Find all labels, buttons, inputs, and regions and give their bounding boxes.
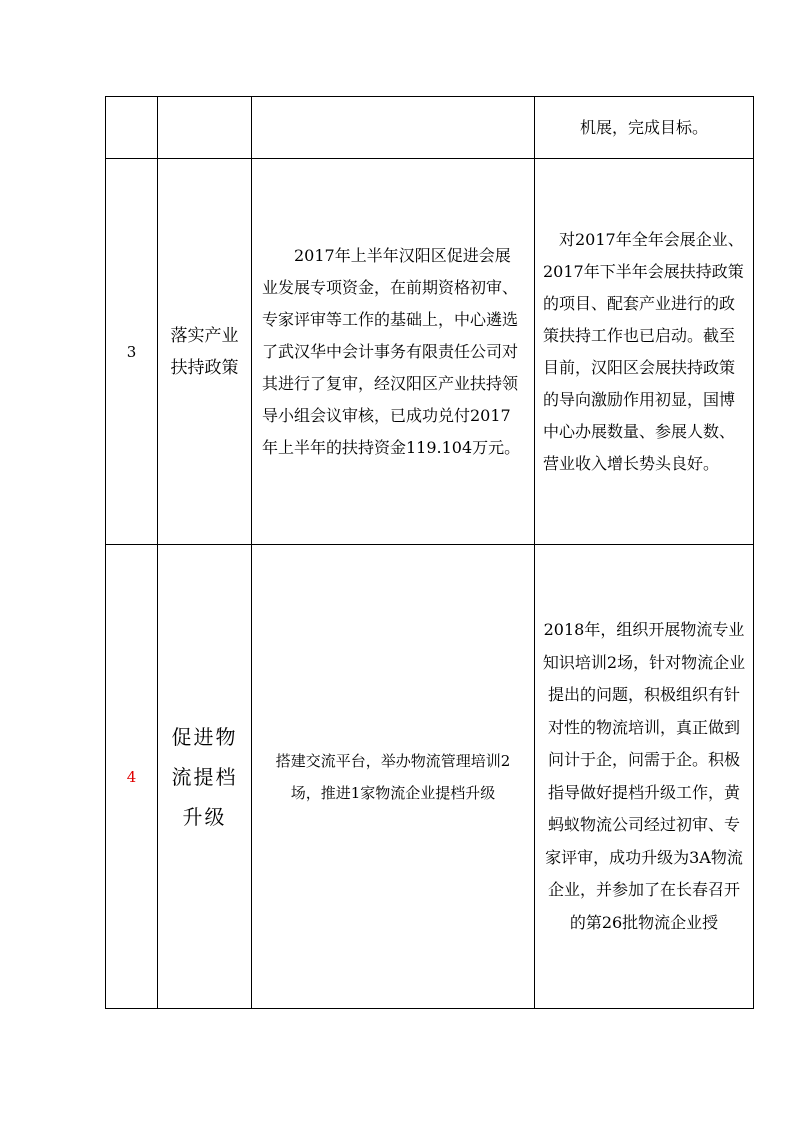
- table-row-3: [106, 159, 754, 545]
- target-cell: [252, 97, 535, 159]
- row-number-cell: [106, 159, 158, 545]
- table-row-4: [106, 545, 754, 1009]
- progress-text: 2018年，组织开展物流专业知识培训2场，针对物流企业提出的问题，积极组织有针对性的物流培训，真正做到问计于企，问需于企。积极指导做好提档升级工作，黄蚂蚁物流公司经过初审、专家评审，成功升级为3A物流企业，并参加了在长春召开的第26批物流企业授: [542, 620, 746, 932]
- row-number: 3: [126, 343, 137, 361]
- progress-text: 对2017年全年会展企业、2017年下半年会展扶持政策的项目、配套产业进行的政策扶持工作也已启动。截至目前，汉阳区会展扶持政策的导向激励作用初显，国博中心办展数量、参展人数、营业收入增长势头良好。: [543, 229, 744, 473]
- target-text: 搭建交流平台，举办物流管理培训2场，推进1家物流企业提档升级: [275, 751, 511, 802]
- item-name-cell: [158, 545, 252, 1009]
- progress-cell: [535, 97, 754, 159]
- target-cell: [252, 159, 535, 545]
- item-name: 落实产业扶持政策: [170, 325, 239, 378]
- row-number: 4: [126, 768, 137, 786]
- row-number-cell: [106, 545, 158, 1009]
- table-row-continued: [106, 97, 754, 159]
- progress-cell: [535, 545, 754, 1009]
- progress-cell: [535, 159, 754, 545]
- item-name-cell: [158, 159, 252, 545]
- item-name-cell: [158, 97, 252, 159]
- target-cell: [252, 545, 535, 1009]
- work-progress-table: [105, 96, 754, 1009]
- item-name: 促进物流提档升级: [171, 724, 238, 829]
- target-text: 2017年上半年汉阳区促进会展业发展专项资金，在前期资格初审、专家评审等工作的基础上，中心遴选了武汉华中会计事务有限责任公司对其进行了复审，经汉阳区产业扶持领导小组会议审核，已成功兑付2017年上半年的扶持资金119.104万元。: [262, 245, 521, 457]
- progress-text: 机展，完成目标。: [579, 117, 708, 137]
- row-number-cell: [106, 97, 158, 159]
